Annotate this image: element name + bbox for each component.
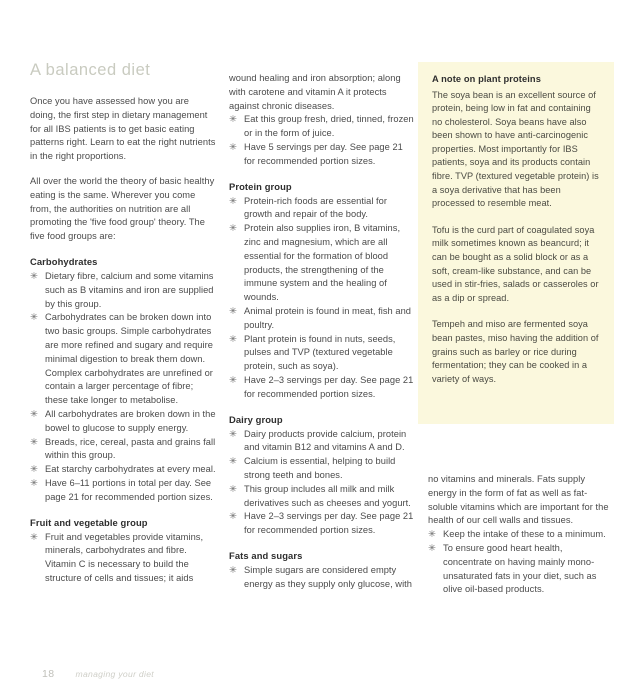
note-box-paragraph: The soya bean is an excellent source of protein, being low in fat and containing no cholesterol. Soya beans have also been shown to have anti-carcinogenic properties. Most importantly for IBS patients, soya and its products contain fibre. TVP (textured vegetable protein) is a soya derivative that has been processed to resemble meat.	[432, 89, 599, 209]
list-item	[30, 477, 216, 505]
list-item	[229, 564, 415, 592]
page-number: 18	[42, 668, 55, 680]
asterisk-bullet-icon: ✳	[229, 305, 237, 317]
intro-paragraph-1: Once you have assessed how you are doing, the first step in dietary management for all IBS patients is to get basic eating patterns right. Learn to eat the right nutrients in the right proportions.	[30, 96, 216, 162]
list-item	[30, 408, 216, 436]
section-heading-carbohydrates: Carbohydrates	[30, 255, 98, 267]
list-item	[428, 542, 614, 597]
note-box-paragraph: Tofu is the curd part of coagulated soya milk sometimes known as beancurd; it can be bought as a solid block or as a soft, cream-like substance, and can be used in stir-fries, salads or casseroles or as a dip or spread.	[432, 224, 599, 303]
continuation-block-right	[428, 473, 614, 597]
asterisk-bullet-icon: ✳	[229, 223, 237, 235]
bullet-list-fruit-vegetable	[30, 531, 216, 586]
list-item	[30, 436, 216, 464]
page-title: A balanced diet	[30, 61, 151, 79]
list-item-text: Protein-rich foods are essential for growth and repair of the body.	[244, 195, 388, 220]
list-item	[229, 483, 415, 511]
list-item	[229, 510, 415, 538]
asterisk-bullet-icon: ✳	[229, 141, 237, 153]
text-column-left	[30, 95, 216, 597]
asterisk-bullet-icon: ✳	[229, 456, 237, 468]
section-carbohydrates	[30, 255, 216, 505]
running-head: managing your diet	[75, 669, 154, 679]
list-item-text: Have 5 servings per day. See page 21 for recommended portion sizes.	[244, 141, 403, 166]
bullet-list-fats-and-sugars	[229, 564, 415, 592]
intro-paragraph-2: All over the world the theory of basic healthy eating is the same. Wherever you come from, the authorities on nutrition are all promoting the 'five food group' theory. The five food groups are:	[30, 175, 215, 242]
bullet-list-carbohydrates	[30, 270, 216, 505]
asterisk-bullet-icon: ✳	[229, 564, 237, 576]
bullet-list-fruit-vegetable-continued	[229, 113, 415, 168]
list-item-text: Keep the intake of these to a minimum.	[443, 529, 606, 540]
bullet-list-fats-and-sugars-continued	[428, 528, 614, 597]
list-item-text: All carbohydrates are broken down in the bowel to glucose to supply energy.	[45, 408, 216, 433]
asterisk-bullet-icon: ✳	[229, 511, 237, 523]
section-fruit-vegetable	[30, 516, 216, 586]
plant-proteins-note-box	[418, 62, 614, 424]
text-column-middle	[229, 72, 415, 603]
asterisk-bullet-icon: ✳	[229, 374, 237, 386]
list-item-text: Dietary fibre, calcium and some vitamins such as B vitamins and iron are supplied by this group.	[45, 270, 214, 309]
section-protein-group	[229, 180, 415, 402]
section-heading-fruit-vegetable: Fruit and vegetable group	[30, 516, 148, 528]
section-heading-protein-group: Protein group	[229, 180, 292, 192]
asterisk-bullet-icon: ✳	[30, 477, 38, 489]
list-item	[30, 531, 216, 586]
list-item-text: Simple sugars are considered empty energy as they supply only glucose, with	[244, 564, 413, 589]
bullet-list-protein-group	[229, 195, 415, 402]
asterisk-bullet-icon: ✳	[428, 529, 436, 541]
intro-block	[30, 95, 216, 244]
list-item-text: Protein also supplies iron, B vitamins, zinc and magnesium, which are all essential for the formation of blood products, the strengthening of the immune system and the healing of wounds.	[244, 223, 401, 303]
list-item	[428, 528, 614, 542]
section-heading-dairy-group: Dairy group	[229, 413, 283, 425]
list-item	[229, 374, 415, 402]
list-item	[229, 113, 415, 141]
bullet-list-dairy-group	[229, 428, 415, 538]
asterisk-bullet-icon: ✳	[30, 270, 38, 282]
list-item	[229, 455, 415, 483]
asterisk-bullet-icon: ✳	[30, 408, 38, 420]
list-item-text: Plant protein is found in nuts, seeds, pulses and TVP (textured vegetable protein, such as soya).	[244, 333, 396, 372]
continuation-paragraph: wound healing and iron absorption; along with carotene and vitamin A it protects against chronic diseases.	[229, 73, 401, 111]
list-item-text: To ensure good heart health, concentrate on having mainly mono-unsaturated fats in your diet, such as olive oil-based products.	[443, 542, 597, 595]
list-item	[229, 305, 415, 333]
list-item-text: Carbohydrates can be broken down into two basic groups. Simple carbohydrates are more refined and sugary and require minimal digestion to break them down. Complex carbohydrates are unrefined or contain a larger percentage of fibre; these take longer to metabolise.	[45, 312, 213, 406]
list-item	[30, 270, 216, 311]
list-item	[229, 333, 415, 374]
list-item-text: Breads, rice, cereal, pasta and grains fall within this group.	[45, 436, 216, 461]
list-item	[229, 222, 415, 305]
list-item-text: Eat starchy carbohydrates at every meal.	[45, 464, 216, 475]
section-heading-fats-and-sugars: Fats and sugars	[229, 549, 303, 561]
asterisk-bullet-icon: ✳	[30, 531, 38, 543]
asterisk-bullet-icon: ✳	[30, 436, 38, 448]
list-item-text: Have 6–11 portions in total per day. See page 21 for recommended portion sizes.	[45, 477, 213, 502]
list-item	[229, 195, 415, 223]
list-item-text: Have 2–3 servings per day. See page 21 for recommended portion sizes.	[244, 374, 414, 399]
list-item-text: Calcium is essential, helping to build strong teeth and bones.	[244, 456, 396, 480]
asterisk-bullet-icon: ✳	[30, 464, 38, 476]
page-footer	[42, 668, 154, 680]
list-item	[229, 428, 415, 456]
list-item-text: This group includes all milk and milk derivatives such as cheeses and yogurt.	[244, 483, 411, 508]
asterisk-bullet-icon: ✳	[229, 114, 237, 126]
section-dairy-group	[229, 413, 415, 538]
list-item-text: Dairy products provide calcium, protein and vitamin B12 and vitamins A and D.	[244, 428, 407, 453]
list-item	[30, 311, 216, 408]
note-box-paragraph: Tempeh and miso are fermented soya bean pastes, miso having the addition of grains such as barley or rice during fermentation; they can be cooked in a variety of ways.	[432, 319, 599, 384]
asterisk-bullet-icon: ✳	[229, 428, 237, 440]
note-box-heading: A note on plant proteins	[432, 74, 541, 84]
asterisk-bullet-icon: ✳	[229, 483, 237, 495]
list-item-text: Animal protein is found in meat, fish and poultry.	[244, 305, 412, 330]
continuation-paragraph: no vitamins and minerals. Fats supply energy in the form of fat as well as fat-soluble vitamins which are important for the health of our cell walls and tissues.	[428, 474, 609, 526]
list-item	[229, 141, 415, 169]
list-item-text: Fruit and vegetables provide vitamins, minerals, carbohydrates and fibre. Vitamin C is necessary to build the structure of cells and tissues; it aids	[45, 531, 204, 583]
text-column-right	[428, 473, 614, 608]
asterisk-bullet-icon: ✳	[428, 542, 436, 554]
continuation-block-middle	[229, 72, 415, 169]
asterisk-bullet-icon: ✳	[30, 312, 38, 324]
section-fats-and-sugars	[229, 549, 415, 592]
list-item	[30, 463, 216, 477]
list-item-text: Eat this group fresh, dried, tinned, frozen or in the form of juice.	[244, 114, 414, 139]
list-item-text: Have 2–3 servings per day. See page 21 for recommended portion sizes.	[244, 511, 414, 536]
asterisk-bullet-icon: ✳	[229, 195, 237, 207]
asterisk-bullet-icon: ✳	[229, 333, 237, 345]
